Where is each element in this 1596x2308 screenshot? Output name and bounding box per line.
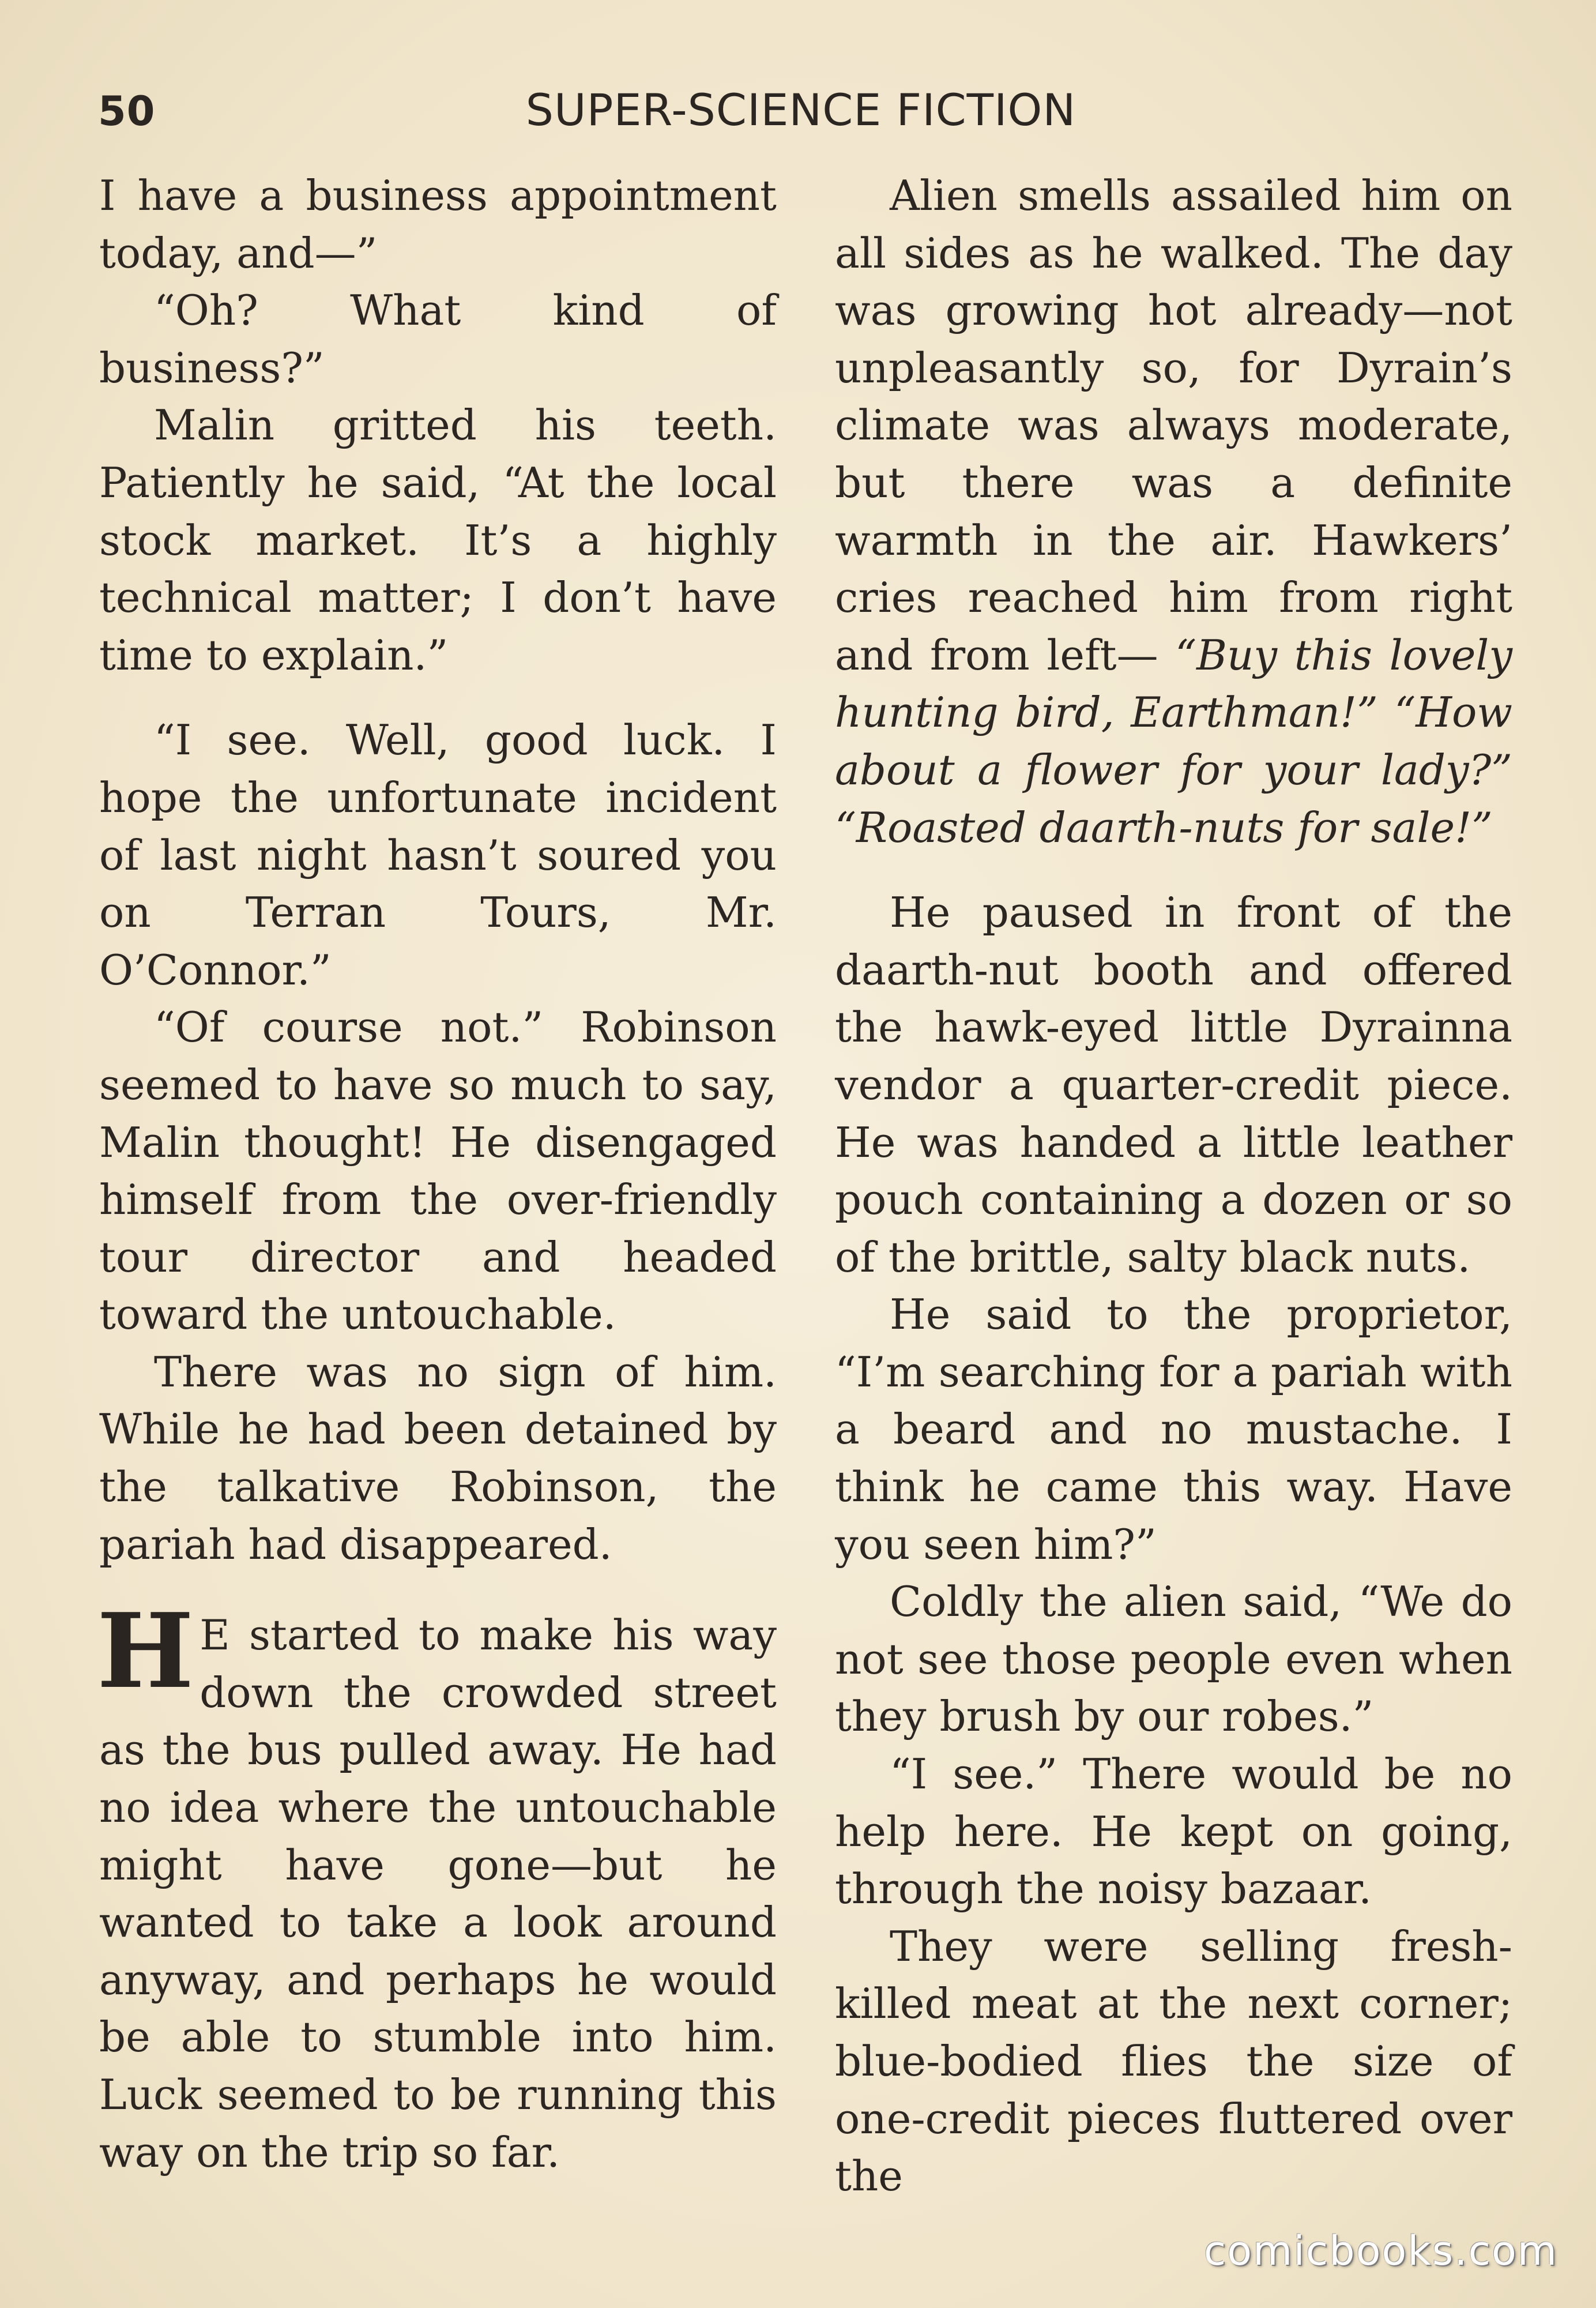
paragraph: “Of course not.” Robinson seemed to have so much to say, Malin thought! He disengaged himself from the over-friendly tour director and headed toward the untouchable. [99,1003,777,1339]
paragraph: There was no sign of him. While he had been detained by the talkative Robinson, the pariah had disappeared. [99,1347,777,1569]
drop-cap: H [97,1591,194,1712]
paragraph: “I see.” There would be no help here. He kept on going, through the noisy bazaar. [835,1750,1512,1914]
hawker-cries: “Buy this lovely hunting bird, Earthman!” “How about a flower for your lady?” “Roasted daarth-nuts for sale!” [835,630,1513,852]
paragraph-text: Alien smells assailed him on all sides as he walked. The day was growing hot already—not unpleasantly so, for Dyrain’s climate was always moderate, but there was a definite warmth in the air. Hawkers’ cries reached him from right and from left— [835,171,1512,679]
left-column [99,167,777,2181]
running-head: SUPER-SCIENCE FICTION [525,84,1076,136]
paragraph: I have a business appointment today, and—” [99,171,777,277]
paragraph: He paused in front of the daarth-nut booth and offered the hawk-eyed little Dyrainna vendor a quarter-credit piece. He was handed a little leather pouch containing a dozen or so of the brittle, salty black nuts. [835,888,1512,1281]
paragraph: “Oh? What kind of business?” [99,286,777,392]
page-number: 50 [98,88,156,135]
page-header [98,81,1504,150]
watermark: comicbooks.com [1203,2227,1558,2275]
paragraph: Malin gritted his teeth. Patiently he said, “At the local stock market. It’s a highly technical matter; I don’t have time to explain.” [99,401,777,679]
right-column [835,167,1512,2205]
paragraph: “I see. Well, good luck. I hope the unfortunate incident of last night hasn’t soured you on Terran Tours, Mr. O’Connor.” [99,716,777,994]
section-opening-paragraph [97,1591,777,2181]
paragraph: They were selling fresh-killed meat at the next corner; blue-bodied flies the size of one-credit pieces fluttered over the [835,1922,1512,2201]
paragraph-text: E started to make his way down the crowded street as the bus pulled away. He had no idea where the untouchable might have gone—but he wanted to take a look around anyway, and perhaps he would be able to stumble into him. Luck seemed to be running this way on the trip so far. [99,1611,777,2177]
paragraph [835,167,1512,856]
paragraph: He said to the proprietor, “I’m searching for a pariah with a beard and no mustache. I think he came this way. Have you seen him?” [835,1290,1512,1569]
paragraph: Coldly the alien said, “We do not see those people even when they brush by our robes.” [835,1577,1512,1741]
